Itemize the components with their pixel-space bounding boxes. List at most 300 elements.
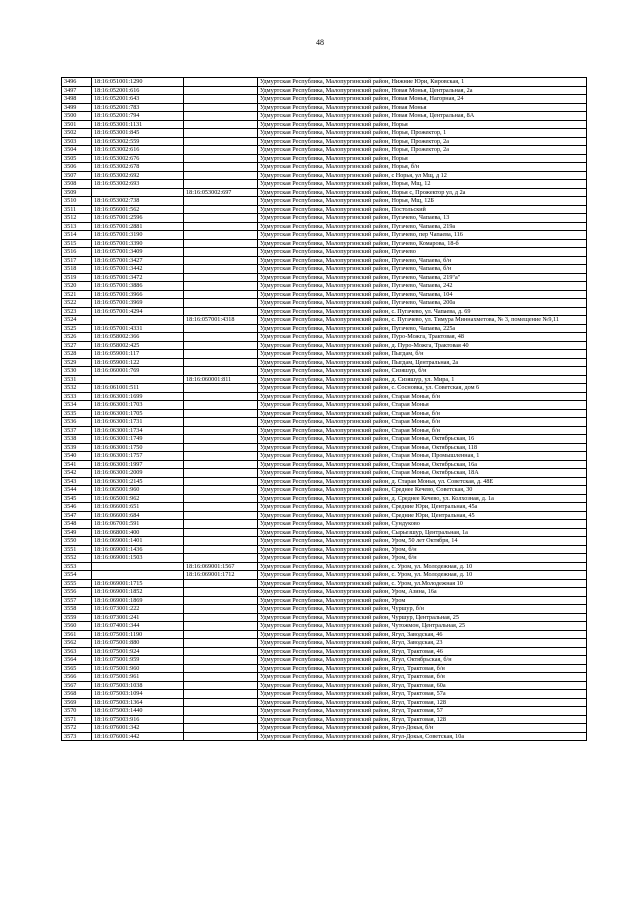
cadastral-number-alt-cell xyxy=(184,664,258,673)
table-row xyxy=(62,639,587,648)
cadastral-number-cell: 18:16:063001:1997 xyxy=(92,460,184,469)
table-row xyxy=(62,528,587,537)
cadastral-number-cell: 18:16:057001:3427 xyxy=(92,256,184,265)
cadastral-number-alt-cell xyxy=(184,545,258,554)
table-row xyxy=(62,307,587,316)
address-cell: Удмуртская Республика, Малопургинский район, Пугачево, Чапаева, 13 xyxy=(258,214,587,223)
cadastral-number-cell: 18:16:053002:616 xyxy=(92,146,184,155)
table-row xyxy=(62,418,587,427)
table-row xyxy=(62,78,587,87)
cadastral-number-cell xyxy=(92,188,184,197)
cadastral-number-cell: 18:16:053002:676 xyxy=(92,154,184,163)
row-number-cell: 3558 xyxy=(62,605,92,614)
cadastral-number-alt-cell xyxy=(184,239,258,248)
address-cell: Удмуртская Республика, Малопургинский район, Ягул, Трактовая, 60а xyxy=(258,681,587,690)
table-row xyxy=(62,656,587,665)
cadastral-number-alt-cell xyxy=(184,452,258,461)
row-number-cell: 3548 xyxy=(62,520,92,529)
address-cell: Удмуртская Республика, Малопургинский район, Сырьезшур, Центральная, 1а xyxy=(258,528,587,537)
table-row xyxy=(62,443,587,452)
cadastral-number-cell: 18:16:057001:3409 xyxy=(92,248,184,257)
cadastral-number-cell: 18:16:063001:1757 xyxy=(92,452,184,461)
address-cell: Удмуртская Республика, Малопургинский район, Ягул, Трактовая, 46 xyxy=(258,647,587,656)
cadastral-number-alt-cell xyxy=(184,146,258,155)
address-cell: Удмуртская Республика, Малопургинский район, Уром, Азина, 16а xyxy=(258,588,587,597)
row-number-cell: 3528 xyxy=(62,350,92,359)
cadastral-number-cell: 18:16:052001:783 xyxy=(92,103,184,112)
row-number-cell: 3545 xyxy=(62,494,92,503)
address-cell: Удмуртская Республика, Малопургинский район, Уром xyxy=(258,596,587,605)
address-cell: Удмуртская Республика, Малопургинский район, с. Пугачево, ул. Чапаева, д. 69 xyxy=(258,307,587,316)
row-number-cell: 3515 xyxy=(62,239,92,248)
row-number-cell: 3496 xyxy=(62,78,92,87)
row-number-cell: 3512 xyxy=(62,214,92,223)
cadastral-number-alt-cell xyxy=(184,358,258,367)
table-row xyxy=(62,707,587,716)
address-cell: Удмуртская Республика, Малопургинский район, Ягул, Трактовая, 128 xyxy=(258,715,587,724)
cadastral-number-cell: 18:16:063001:1749 xyxy=(92,435,184,444)
row-number-cell: 3530 xyxy=(62,367,92,376)
cadastral-number-cell: 18:16:063001:1731 xyxy=(92,418,184,427)
cadastral-number-alt-cell xyxy=(184,426,258,435)
row-number-cell: 3503 xyxy=(62,137,92,146)
row-number-cell: 3538 xyxy=(62,435,92,444)
cadastral-number-cell: 18:16:053002:559 xyxy=(92,137,184,146)
address-cell: Удмуртская Республика, Малопургинский район, Пугачево, Чапаева, б/н xyxy=(258,265,587,274)
address-cell: Удмуртская Республика, Малопургинский район, Сизяшур, б/н xyxy=(258,367,587,376)
row-number-cell: 3562 xyxy=(62,639,92,648)
address-cell: Удмуртская Республика, Малопургинский район, Пугачево, Чапаева, б/н xyxy=(258,256,587,265)
cadastral-number-cell: 18:16:068001:400 xyxy=(92,528,184,537)
table-row xyxy=(62,112,587,121)
address-cell: Удмуртская Республика, Малопургинский район, Пугачево, Комарова, 18-б xyxy=(258,239,587,248)
table-row xyxy=(62,214,587,223)
cadastral-number-alt-cell xyxy=(184,460,258,469)
address-cell: Удмуртская Республика, Малопургинский район, с. Пугачево, ул. Тимура Миннахметова, № 3, помещение №9,11 xyxy=(258,316,587,325)
cadastral-number-cell: 18:16:075001:1190 xyxy=(92,630,184,639)
table-row xyxy=(62,681,587,690)
table-row xyxy=(62,537,587,546)
table-row xyxy=(62,256,587,265)
row-number-cell: 3565 xyxy=(62,664,92,673)
cadastral-number-alt-cell xyxy=(184,477,258,486)
cadastral-number-alt-cell xyxy=(184,579,258,588)
table-row xyxy=(62,384,587,393)
cadastral-number-alt-cell xyxy=(184,443,258,452)
row-number-cell: 3519 xyxy=(62,273,92,282)
cadastral-number-alt-cell xyxy=(184,129,258,138)
address-cell: Удмуртская Республика, Малопургинский район, Старая Монья, б/н xyxy=(258,392,587,401)
address-cell: Удмуртская Республика, Малопургинский район, Ягул-Докья, б/н xyxy=(258,724,587,733)
cadastral-number-cell: 18:16:063001:2145 xyxy=(92,477,184,486)
row-number-cell: 3497 xyxy=(62,86,92,95)
row-number-cell: 3569 xyxy=(62,698,92,707)
row-number-cell: 3508 xyxy=(62,180,92,189)
address-cell: Удмуртская Республика, Малопургинский район, с Норья, ул Мщ, д 12 xyxy=(258,171,587,180)
cadastral-number-alt-cell xyxy=(184,231,258,240)
table-row xyxy=(62,180,587,189)
cadastral-number-cell: 18:16:075001:924 xyxy=(92,647,184,656)
cadastral-number-alt-cell xyxy=(184,78,258,87)
cadastral-number-alt-cell xyxy=(184,732,258,741)
table-row xyxy=(62,622,587,631)
cadastral-number-alt-cell: 18:16:060001:811 xyxy=(184,375,258,384)
cadastral-number-cell: 18:16:053002:738 xyxy=(92,197,184,206)
cadastral-number-cell: 18:16:066001:684 xyxy=(92,511,184,520)
address-cell: Удмуртская Республика, Малопургинский район, с. Уром, ул.Молодежная 10 xyxy=(258,579,587,588)
address-cell: Удмуртская Республика, Малопургинский район, Нижние Юри, Кировская, 1 xyxy=(258,78,587,87)
table-row xyxy=(62,299,587,308)
row-number-cell: 3525 xyxy=(62,324,92,333)
row-number-cell: 3527 xyxy=(62,341,92,350)
cadastral-number-cell: 18:16:058002:425 xyxy=(92,341,184,350)
cadastral-number-alt-cell: 18:16:069001:1712 xyxy=(184,571,258,580)
cadastral-number-cell: 18:16:075001:961 xyxy=(92,673,184,682)
cadastral-number-alt-cell xyxy=(184,681,258,690)
row-number-cell: 3541 xyxy=(62,460,92,469)
cadastral-number-alt-cell xyxy=(184,673,258,682)
cadastral-number-alt-cell xyxy=(184,324,258,333)
address-cell: Удмуртская Республика, Малопургинский район, Норья, б/н xyxy=(258,163,587,172)
cadastral-number-cell: 18:16:059001:122 xyxy=(92,358,184,367)
cadastral-number-alt-cell xyxy=(184,307,258,316)
cadastral-number-alt-cell xyxy=(184,112,258,121)
table-row xyxy=(62,103,587,112)
cadastral-number-alt-cell xyxy=(184,715,258,724)
address-cell: Удмуртская Республика, Малопургинский район, с. Сосновка, ул. Советская, дом 6 xyxy=(258,384,587,393)
cadastral-number-cell: 18:16:063001:1750 xyxy=(92,443,184,452)
address-cell: Удмуртская Республика, Малопургинский район, Ягул, Заводская, 23 xyxy=(258,639,587,648)
row-number-cell: 3531 xyxy=(62,375,92,384)
table-row xyxy=(62,375,587,384)
row-number-cell: 3533 xyxy=(62,392,92,401)
row-number-cell: 3498 xyxy=(62,95,92,104)
cadastral-number-alt-cell xyxy=(184,180,258,189)
row-number-cell: 3499 xyxy=(62,103,92,112)
cadastral-number-alt-cell xyxy=(184,486,258,495)
table-row xyxy=(62,503,587,512)
cadastral-number-cell xyxy=(92,571,184,580)
cadastral-number-alt-cell xyxy=(184,596,258,605)
address-cell: Удмуртская Республика, Малопургинский район, Чуршур, б/н xyxy=(258,605,587,614)
row-number-cell: 3539 xyxy=(62,443,92,452)
cadastral-number-cell: 18:16:076001:442 xyxy=(92,732,184,741)
cadastral-number-cell: 18:16:076001:342 xyxy=(92,724,184,733)
cadastral-number-alt-cell xyxy=(184,707,258,716)
cadastral-number-cell: 18:16:069001:1715 xyxy=(92,579,184,588)
address-cell: Удмуртская Республика, Малопургинский район, Ягул, Заводская, 46 xyxy=(258,630,587,639)
address-cell: Удмуртская Республика, Малопургинский район, Норья, Мщ, 12Б xyxy=(258,197,587,206)
cadastral-number-alt-cell xyxy=(184,613,258,622)
cadastral-number-alt-cell: 18:16:057001:4318 xyxy=(184,316,258,325)
cadastral-number-cell: 18:16:075001:880 xyxy=(92,639,184,648)
table-row xyxy=(62,452,587,461)
cadastral-number-cell: 18:16:057001:3969 xyxy=(92,299,184,308)
cadastral-number-alt-cell xyxy=(184,86,258,95)
row-number-cell: 3564 xyxy=(62,656,92,665)
row-number-cell: 3504 xyxy=(62,146,92,155)
address-cell: Удмуртская Республика, Малопургинский район, Уром, б/н xyxy=(258,554,587,563)
row-number-cell: 3514 xyxy=(62,231,92,240)
table-row xyxy=(62,494,587,503)
table-row xyxy=(62,401,587,410)
table-row xyxy=(62,588,587,597)
address-cell: Удмуртская Республика, Малопургинский район, Норья, Прожектор, 2а xyxy=(258,146,587,155)
table-row xyxy=(62,690,587,699)
row-number-cell: 3573 xyxy=(62,732,92,741)
row-number-cell: 3513 xyxy=(62,222,92,231)
cadastral-number-alt-cell xyxy=(184,171,258,180)
row-number-cell: 3546 xyxy=(62,503,92,512)
table-row xyxy=(62,239,587,248)
row-number-cell: 3544 xyxy=(62,486,92,495)
cadastral-number-cell: 18:16:074001:344 xyxy=(92,622,184,631)
cadastral-number-cell: 18:16:060001:769 xyxy=(92,367,184,376)
cadastral-number-cell: 18:16:056001:562 xyxy=(92,205,184,214)
row-number-cell: 3536 xyxy=(62,418,92,427)
cadastral-number-alt-cell xyxy=(184,248,258,257)
records-table xyxy=(61,77,587,741)
table-row xyxy=(62,137,587,146)
cadastral-number-cell: 18:16:075001:960 xyxy=(92,664,184,673)
cadastral-number-cell: 18:16:075003:1094 xyxy=(92,690,184,699)
cadastral-number-alt-cell xyxy=(184,409,258,418)
row-number-cell: 3542 xyxy=(62,469,92,478)
cadastral-number-alt-cell xyxy=(184,205,258,214)
table-row xyxy=(62,477,587,486)
cadastral-number-alt-cell xyxy=(184,724,258,733)
cadastral-number-cell: 18:16:069001:1436 xyxy=(92,545,184,554)
cadastral-number-cell: 18:16:075003:1364 xyxy=(92,698,184,707)
address-cell: Удмуртская Республика, Малопургинский район, с. Уром, ул. Молодежная, д. 10 xyxy=(258,571,587,580)
cadastral-number-cell: 18:16:066001:651 xyxy=(92,503,184,512)
row-number-cell: 3549 xyxy=(62,528,92,537)
row-number-cell: 3507 xyxy=(62,171,92,180)
table-row xyxy=(62,205,587,214)
table-row xyxy=(62,460,587,469)
cadastral-number-alt-cell xyxy=(184,647,258,656)
address-cell: Удмуртская Республика, Малопургинский район, Ягул-Докья, Советская, 10а xyxy=(258,732,587,741)
cadastral-number-alt-cell: 18:16:053002:697 xyxy=(184,188,258,197)
cadastral-number-alt-cell xyxy=(184,290,258,299)
address-cell: Удмуртская Республика, Малопургинский район, Пугачево, Чапаева, 242 xyxy=(258,282,587,291)
address-cell: Удмуртская Республика, Малопургинский район, Средние Юри, Центральная, 45а xyxy=(258,503,587,512)
cadastral-number-cell: 18:16:058002:366 xyxy=(92,333,184,342)
table-row xyxy=(62,596,587,605)
row-number-cell: 3526 xyxy=(62,333,92,342)
table-row xyxy=(62,409,587,418)
cadastral-number-cell: 18:16:053002:692 xyxy=(92,171,184,180)
row-number-cell: 3522 xyxy=(62,299,92,308)
cadastral-number-cell: 18:16:073001:222 xyxy=(92,605,184,614)
cadastral-number-alt-cell xyxy=(184,392,258,401)
cadastral-number-alt-cell xyxy=(184,256,258,265)
cadastral-number-cell: 18:16:063001:1705 xyxy=(92,409,184,418)
row-number-cell: 3540 xyxy=(62,452,92,461)
address-cell: Удмуртская Республика, Малопургинский район, Постольский xyxy=(258,205,587,214)
table-row xyxy=(62,95,587,104)
row-number-cell: 3520 xyxy=(62,282,92,291)
cadastral-number-alt-cell xyxy=(184,401,258,410)
cadastral-number-cell: 18:16:075003:916 xyxy=(92,715,184,724)
cadastral-number-cell: 18:16:057001:3442 xyxy=(92,265,184,274)
cadastral-number-alt-cell xyxy=(184,494,258,503)
cadastral-number-alt-cell xyxy=(184,537,258,546)
row-number-cell: 3521 xyxy=(62,290,92,299)
table-row xyxy=(62,129,587,138)
cadastral-number-alt-cell xyxy=(184,622,258,631)
cadastral-number-cell: 18:16:073001:241 xyxy=(92,613,184,622)
cadastral-number-alt-cell xyxy=(184,418,258,427)
address-cell: Удмуртская Республика, Малопургинский район, Ягул, Трактовая, 57а xyxy=(258,690,587,699)
table-row xyxy=(62,282,587,291)
row-number-cell: 3568 xyxy=(62,690,92,699)
cadastral-number-alt-cell xyxy=(184,367,258,376)
address-cell: Удмуртская Республика, Малопургинский район, Норья xyxy=(258,120,587,129)
cadastral-number-cell: 18:16:052001:794 xyxy=(92,112,184,121)
row-number-cell: 3510 xyxy=(62,197,92,206)
row-number-cell: 3552 xyxy=(62,554,92,563)
address-cell: Удмуртская Республика, Малопургинский район, Ягул, Трактовая, б/н xyxy=(258,673,587,682)
address-cell: Удмуртская Республика, Малопургинский район, Норья xyxy=(258,154,587,163)
cadastral-number-alt-cell xyxy=(184,528,258,537)
table-row xyxy=(62,146,587,155)
cadastral-number-alt-cell xyxy=(184,656,258,665)
address-cell: Удмуртская Республика, Малопургинский район, с. Уром, ул. Молодежная, д. 10 xyxy=(258,562,587,571)
address-cell: Удмуртская Республика, Малопургинский район, Сундуково xyxy=(258,520,587,529)
address-cell: Удмуртская Республика, Малопургинский район, Ягул, Трактовая, б/н xyxy=(258,664,587,673)
table-row xyxy=(62,698,587,707)
cadastral-number-cell: 18:16:057001:3472 xyxy=(92,273,184,282)
table-row xyxy=(62,511,587,520)
records-body xyxy=(62,78,587,741)
address-cell: Удмуртская Республика, Малопургинский район, Ягул, Трактовая, 57 xyxy=(258,707,587,716)
cadastral-number-cell: 18:16:057001:2596 xyxy=(92,214,184,223)
cadastral-number-cell xyxy=(92,562,184,571)
row-number-cell: 3555 xyxy=(62,579,92,588)
table-row xyxy=(62,579,587,588)
row-number-cell: 3506 xyxy=(62,163,92,172)
address-cell: Удмуртская Республика, Малопургинский район, Пугачево, Чапаева, 104 xyxy=(258,290,587,299)
cadastral-number-cell: 18:16:069001:1401 xyxy=(92,537,184,546)
row-number-cell: 3567 xyxy=(62,681,92,690)
cadastral-number-cell: 18:16:053001:845 xyxy=(92,129,184,138)
address-cell: Удмуртская Республика, Малопургинский район, Пугачево, Чапаева, 225а xyxy=(258,324,587,333)
cadastral-number-alt-cell xyxy=(184,630,258,639)
row-number-cell: 3500 xyxy=(62,112,92,121)
table-row xyxy=(62,571,587,580)
cadastral-number-alt-cell xyxy=(184,214,258,223)
row-number-cell: 3501 xyxy=(62,120,92,129)
cadastral-number-alt-cell xyxy=(184,554,258,563)
cadastral-number-cell: 18:16:063001:1734 xyxy=(92,426,184,435)
table-row xyxy=(62,426,587,435)
address-cell: Удмуртская Республика, Малопургинский район, Новая Монья, Нагорная, 24 xyxy=(258,95,587,104)
cadastral-number-cell: 18:16:057001:3190 xyxy=(92,231,184,240)
address-cell: Удмуртская Республика, Малопургинский район, Пугачево, Чапаева, 219"а" xyxy=(258,273,587,282)
table-row xyxy=(62,673,587,682)
table-row xyxy=(62,333,587,342)
row-number-cell: 3570 xyxy=(62,707,92,716)
cadastral-number-alt-cell xyxy=(184,137,258,146)
table-row xyxy=(62,724,587,733)
cadastral-number-alt-cell xyxy=(184,299,258,308)
address-cell: Удмуртская Республика, Малопургинский район, Старая Монья, Октябрьская, 118 xyxy=(258,443,587,452)
row-number-cell: 3551 xyxy=(62,545,92,554)
row-number-cell: 3537 xyxy=(62,426,92,435)
address-cell: Удмуртская Республика, Малопургинский район, Старая Монья, б/н xyxy=(258,426,587,435)
cadastral-number-alt-cell xyxy=(184,639,258,648)
table-row xyxy=(62,265,587,274)
table-row xyxy=(62,367,587,376)
cadastral-number-alt-cell xyxy=(184,511,258,520)
address-cell: Удмуртская Республика, Малопургинский район, Старая Монья, б/н xyxy=(258,409,587,418)
cadastral-number-cell: 18:16:057001:4331 xyxy=(92,324,184,333)
cadastral-number-cell: 18:16:051001:1290 xyxy=(92,78,184,87)
address-cell: Удмуртская Республика, Малопургинский район, д. Пуро-Можга, Трактовая 40 xyxy=(258,341,587,350)
cadastral-number-cell xyxy=(92,316,184,325)
row-number-cell: 3560 xyxy=(62,622,92,631)
cadastral-number-alt-cell xyxy=(184,163,258,172)
address-cell: Удмуртская Республика, Малопургинский район, Уром, б/н xyxy=(258,545,587,554)
address-cell: Удмуртская Республика, Малопургинский район, Пугачево xyxy=(258,248,587,257)
cadastral-number-alt-cell xyxy=(184,350,258,359)
cadastral-number-alt-cell xyxy=(184,384,258,393)
table-row xyxy=(62,188,587,197)
table-row xyxy=(62,197,587,206)
row-number-cell: 3511 xyxy=(62,205,92,214)
table-row xyxy=(62,392,587,401)
row-number-cell: 3532 xyxy=(62,384,92,393)
cadastral-number-alt-cell xyxy=(184,435,258,444)
cadastral-number-cell: 18:16:053002:693 xyxy=(92,180,184,189)
address-cell: Удмуртская Республика, Малопургинский район, Норья с, Прожектор ул, д 2а xyxy=(258,188,587,197)
address-cell: Удмуртская Республика, Малопургинский район, Пугачево, Чапаева, 219а xyxy=(258,222,587,231)
cadastral-number-cell: 18:16:052001:616 xyxy=(92,86,184,95)
table-row xyxy=(62,341,587,350)
table-row xyxy=(62,248,587,257)
cadastral-number-cell: 18:16:069001:1869 xyxy=(92,596,184,605)
cadastral-number-cell: 18:16:069001:1852 xyxy=(92,588,184,597)
row-number-cell: 3516 xyxy=(62,248,92,257)
row-number-cell: 3553 xyxy=(62,562,92,571)
address-cell: Удмуртская Республика, Малопургинский район, Среднее Кечево, Советская, 30 xyxy=(258,486,587,495)
table-row xyxy=(62,290,587,299)
cadastral-number-cell: 18:16:057001:3886 xyxy=(92,282,184,291)
table-row xyxy=(62,630,587,639)
cadastral-number-cell: 18:16:059001:117 xyxy=(92,350,184,359)
address-cell: Удмуртская Республика, Малопургинский район, Новая Монья, Центральная, 2а xyxy=(258,86,587,95)
row-number-cell: 3509 xyxy=(62,188,92,197)
cadastral-number-alt-cell xyxy=(184,154,258,163)
cadastral-number-alt-cell xyxy=(184,282,258,291)
row-number-cell: 3535 xyxy=(62,409,92,418)
row-number-cell: 3518 xyxy=(62,265,92,274)
cadastral-number-cell: 18:16:069001:1503 xyxy=(92,554,184,563)
row-number-cell: 3550 xyxy=(62,537,92,546)
table-row xyxy=(62,324,587,333)
cadastral-number-alt-cell xyxy=(184,265,258,274)
table-row xyxy=(62,358,587,367)
address-cell: Удмуртская Республика, Малопургинский район, Пыгдам, Центральная, 2а xyxy=(258,358,587,367)
table-row xyxy=(62,435,587,444)
address-cell: Удмуртская Республика, Малопургинский район, Старая Монья, Промышленная, 1 xyxy=(258,452,587,461)
address-cell: Удмуртская Республика, Малопургинский район, Норья, Прожектор, 1 xyxy=(258,129,587,138)
row-number-cell: 3534 xyxy=(62,401,92,410)
cadastral-number-cell: 18:16:075001:959 xyxy=(92,656,184,665)
cadastral-number-alt-cell xyxy=(184,222,258,231)
cadastral-number-cell: 18:16:052001:643 xyxy=(92,95,184,104)
